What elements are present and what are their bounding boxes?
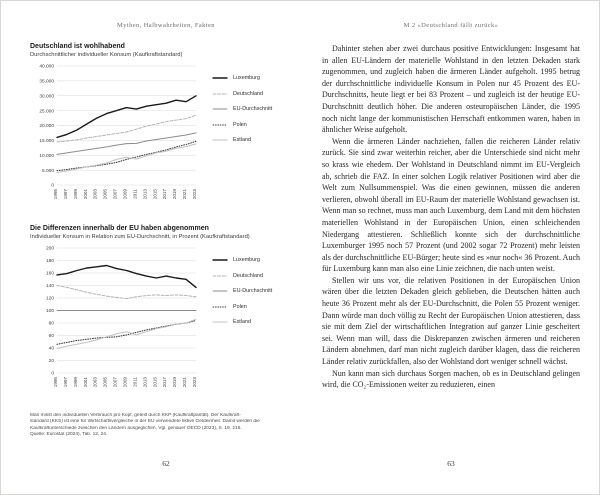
svg-text:2005: 2005	[102, 189, 108, 200]
chart-block-consumption	[30, 43, 302, 218]
chart-legend	[212, 257, 272, 335]
chart-subtitle: Durchschnittlicher individueller Konsum (Kaufkraftstandard)	[30, 52, 183, 58]
svg-text:2017: 2017	[162, 189, 168, 200]
chart-title: Deutschland ist wohlhabend	[30, 43, 125, 50]
svg-text:1995: 1995	[53, 189, 58, 200]
svg-text:2023: 2023	[192, 189, 197, 200]
legend-item	[212, 75, 272, 81]
svg-text:2023: 2023	[192, 377, 197, 388]
svg-text:1997: 1997	[62, 189, 68, 200]
svg-text:2011: 2011	[132, 377, 138, 387]
footnote-line: Man misst den individuellen Verbrauch pro Kopf, geteilt durch KKP (Kaufkraftparität). Der Kaufkraft-	[30, 413, 241, 418]
chart-block-relative	[30, 225, 302, 406]
page-right	[322, 22, 580, 474]
legend-item	[212, 273, 272, 279]
legend-item	[212, 122, 272, 128]
chart-subtitle: Individueller Konsum in Relation zum EU-Durchschnitt, in Prozent (Kaufkraftstandard)	[30, 234, 250, 240]
legend-line-sample	[212, 304, 228, 310]
body-paragraph: Wenn die ärmeren Länder nachziehen, fallen die reicheren Länder relativ zurück. Sie sind zwar weiterhin reicher, aber die Unterschiede sind nicht mehr so krass wie ehedem. Der Wohlstand in Deutschland nimmt im EU-Vergleich ab, schrieb die FAZ. In einer solchen Logik relativer Positionen wird aber die Welt zum Nullsummenspiel. Was die einen gewinnen, müssen die anderen verlieren, obwohl überall im EU-Raum der materielle Wohlstand gewachsen ist. Wenn man so rechnet, muss man auch Luxemburg, dem Land mit dem höchsten materiellen Wohlstand in der Europäischen Union, einen schleichenden Niedergang attestieren. Schließlich konnte sich der durchschnittliche Luxemburger 1995 noch 57 Prozent (und 2002 sogar 72 Prozent) mehr leisten als der durchschnittliche EU-Bürger; heute sind es »nur noch« 36 Prozent. Auch für Luxemburg kann man also eine Linie zeichnen, die nach unten weist.	[322, 136, 580, 274]
legend-item	[212, 304, 272, 310]
legend-label: Luxemburg	[233, 75, 260, 81]
body-paragraph: Stellen wir uns vor, die relativen Positionen in der Europäischen Union wären über die letzten Dekaden gleich geblieben, die Deutschen hätten auch heute 36 Prozent mehr als der EU-Durchschnitt, die Polen 55 Prozent weniger. Dann würde man doch völlig zu Recht der Europäischen Union attestieren, dass sie mit dem Ziel der wirtschaftlichen Integration auf ganzer Linie gescheitert sei. Wenn man will, dass die Diskrepanzen zwischen ärmeren und reicheren Ländern abnehmen, darf man nicht zugleich darüber klagen, dass die reicheren Länder relativ zurückfallen, also der Wohlstand dort weniger schnell wächst.	[322, 275, 580, 367]
svg-text:0: 0	[51, 371, 54, 377]
svg-text:40.000: 40.000	[39, 64, 54, 70]
svg-text:10.000: 10.000	[39, 153, 54, 159]
svg-text:1995: 1995	[53, 377, 58, 388]
footnote-line: Kaufkraftunterschiede zwischen den Ländern ausgeglichen. Vgl. genauer OECD (2023), S. 19, 216.	[30, 425, 242, 431]
svg-text:30.000: 30.000	[39, 94, 54, 100]
svg-text:2021: 2021	[182, 377, 188, 388]
svg-text:2001: 2001	[82, 377, 88, 388]
svg-text:2007: 2007	[112, 377, 118, 388]
svg-text:2003: 2003	[92, 377, 98, 388]
svg-text:0: 0	[51, 183, 54, 189]
svg-text:2007: 2007	[112, 189, 118, 200]
svg-text:20: 20	[48, 359, 54, 365]
svg-text:40: 40	[48, 346, 54, 352]
svg-text:35.000: 35.000	[39, 79, 54, 85]
legend-label: Luxemburg	[233, 257, 260, 263]
svg-text:1999: 1999	[72, 189, 78, 200]
chart-legend	[212, 75, 272, 153]
svg-text:100: 100	[45, 309, 54, 315]
legend-label: Polen	[233, 303, 247, 310]
legend-line-sample	[212, 75, 228, 81]
legend-label: Estland	[233, 137, 251, 143]
legend-line-sample	[212, 137, 228, 143]
chart-title: Die Differenzen innerhalb der EU haben abgenommen	[30, 225, 209, 232]
legend-line-sample	[212, 91, 228, 97]
svg-text:200: 200	[45, 246, 54, 252]
svg-text:2013: 2013	[142, 189, 148, 200]
legend-item	[212, 91, 272, 97]
legend-line-sample	[212, 257, 228, 263]
svg-text:180: 180	[45, 259, 54, 265]
running-head-right: M 2 «Deutschland fällt zurück»	[403, 22, 499, 29]
legend-item	[212, 288, 272, 294]
legend-line-sample	[212, 273, 228, 279]
svg-text:2003: 2003	[92, 189, 98, 200]
footnote	[30, 413, 302, 439]
svg-text:2009: 2009	[122, 189, 128, 200]
svg-text:140: 140	[45, 284, 54, 290]
svg-text:2009: 2009	[122, 377, 128, 388]
legend-item	[212, 257, 272, 263]
svg-text:1999: 1999	[72, 377, 78, 388]
legend-item	[212, 137, 272, 143]
page-number-left: 62	[162, 459, 170, 468]
svg-text:160: 160	[45, 271, 54, 277]
svg-text:60: 60	[48, 334, 54, 340]
line-chart-consumption	[30, 61, 202, 218]
svg-text:2021: 2021	[182, 189, 188, 200]
body-paragraph: Nun kann man sich durchaus Sorgen machen, ob es in Deutschland gelingen wird, die CO₂-Emissionen weiter zu reduzieren, einen	[322, 368, 580, 390]
legend-label: Polen	[233, 121, 247, 128]
svg-text:120: 120	[45, 296, 54, 302]
running-head-left: Mythen, Halbwahrheiten, Fakten	[117, 22, 215, 29]
svg-text:1997: 1997	[62, 377, 68, 388]
svg-text:2015: 2015	[152, 377, 158, 388]
page-left	[30, 22, 302, 474]
legend-item	[212, 106, 272, 112]
legend-label: EU-Durchschnitt	[233, 106, 273, 112]
legend-label: Estland	[233, 319, 251, 325]
svg-text:5.000: 5.000	[41, 168, 54, 174]
svg-text:2017: 2017	[162, 377, 168, 388]
page-number-right: 63	[447, 459, 455, 468]
legend-line-sample	[212, 288, 228, 294]
svg-text:2019: 2019	[172, 189, 178, 200]
svg-text:20.000: 20.000	[39, 124, 54, 130]
line-chart-relative	[30, 243, 202, 406]
body-text	[322, 43, 580, 391]
legend-label: EU-Durchschnitt	[233, 288, 273, 294]
body-paragraph: Dahinter stehen aber zwei durchaus positive Entwicklungen: Insgesamt hat in allen EU-Ländern der materielle Wohlstand in den letzten Dekaden stark zugenommen, und zugleich haben die ärmeren Länder aufgeholt. 1995 betrug der durchschnittliche individuelle Konsum in Polen nur 45 Prozent des EU-Durchschnitts, heute liegt er bei 83 Prozent – und zugleich ist der heutige EU-Durchschnitt deutlich höher. Die anderen osteuropäischen Länder, die 1995 noch nicht lange der kommunistischen Herrschaft entkommen waren, haben in ähnlicher Weise aufgeholt.	[322, 44, 580, 135]
svg-text:2011: 2011	[132, 189, 138, 199]
svg-text:80: 80	[48, 321, 54, 327]
footnote-line: Quelle: Eurostat (2024), Tab. 12, 24.	[30, 432, 108, 438]
legend-label: Deutschland	[233, 272, 263, 279]
legend-line-sample	[212, 106, 228, 112]
legend-line-sample	[212, 319, 228, 325]
svg-text:2015: 2015	[152, 189, 158, 200]
svg-text:15.000: 15.000	[39, 139, 54, 145]
svg-text:2019: 2019	[172, 377, 178, 388]
legend-label: Deutschland	[233, 90, 263, 97]
footnote-line: standard (KKS) ist eine für Wirtschaftsvergleiche in der EU verwendete fiktive Geldeinheit. Damit werden die	[30, 419, 260, 425]
legend-item	[212, 319, 272, 325]
svg-text:2005: 2005	[102, 377, 108, 388]
legend-line-sample	[212, 122, 228, 128]
svg-text:2013: 2013	[142, 377, 148, 388]
svg-text:2001: 2001	[82, 189, 88, 200]
svg-text:25.000: 25.000	[39, 109, 54, 115]
